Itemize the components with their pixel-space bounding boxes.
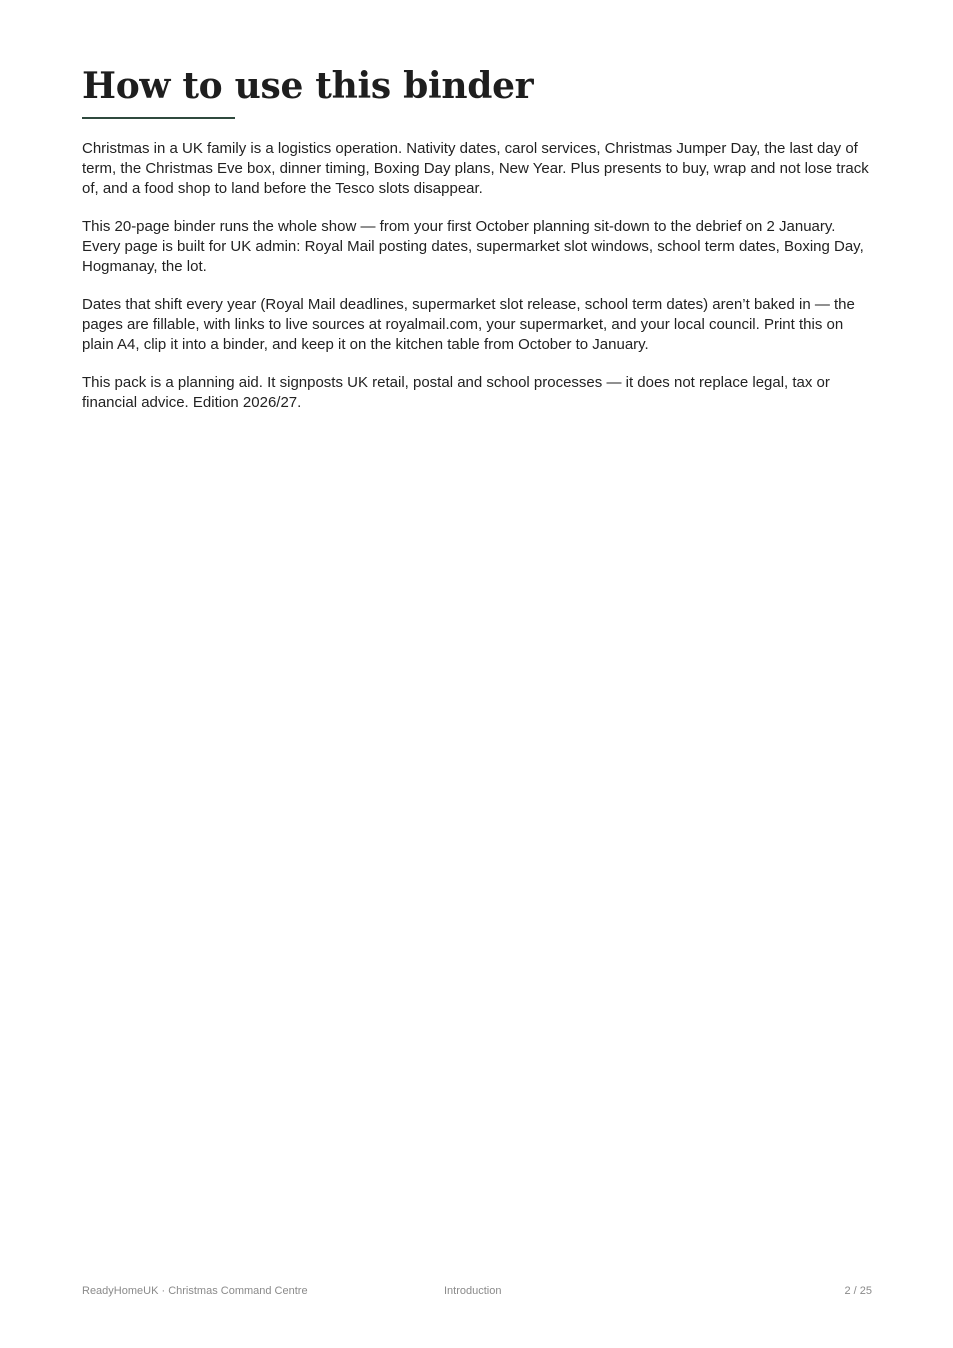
intro-paragraph-2: This 20-page binder runs the whole show — from your first October planning sit-down to the debrief on 2 January. Every page is built for UK admin: Royal Mail posting dates, supermarket slot windows, school term dates, Boxing Day, Hogmanay, the lot. — [82, 218, 864, 275]
page-footer — [82, 1283, 872, 1299]
intro-paragraph-1: Christmas in a UK family is a logistics operation. Nativity dates, carol services, Christmas Jumper Day, the last day of term, the Christmas Eve box, dinner timing, Boxing Day plans, New Year. Plus presents to buy, wrap and not lose track of, and a food shop to land before the Tesco slots disappear. — [82, 140, 869, 197]
disclaimer-paragraph: This pack is a planning aid. It signposts UK retail, postal and school processes — it does not replace legal, tax or financial advice. Edition 2026/27. — [82, 374, 830, 411]
page-title: How to use this binder — [82, 65, 534, 107]
title-underline — [82, 117, 235, 119]
intro-paragraph-3: Dates that shift every year (Royal Mail deadlines, supermarket slot release, school term dates) aren’t baked in — the pages are fillable, with links to live sources at royalmail.com, your supermarket, and your local council. Print this on plain A4, clip it into a binder, and keep it on the kitchen table from October to January. — [82, 296, 855, 353]
footer-section: Introduction — [444, 1285, 502, 1297]
footer-page-number: 2 / 25 — [844, 1285, 872, 1297]
page-content — [82, 62, 872, 431]
footer-brand: ReadyHomeUK · Christmas Command Centre — [82, 1285, 308, 1297]
